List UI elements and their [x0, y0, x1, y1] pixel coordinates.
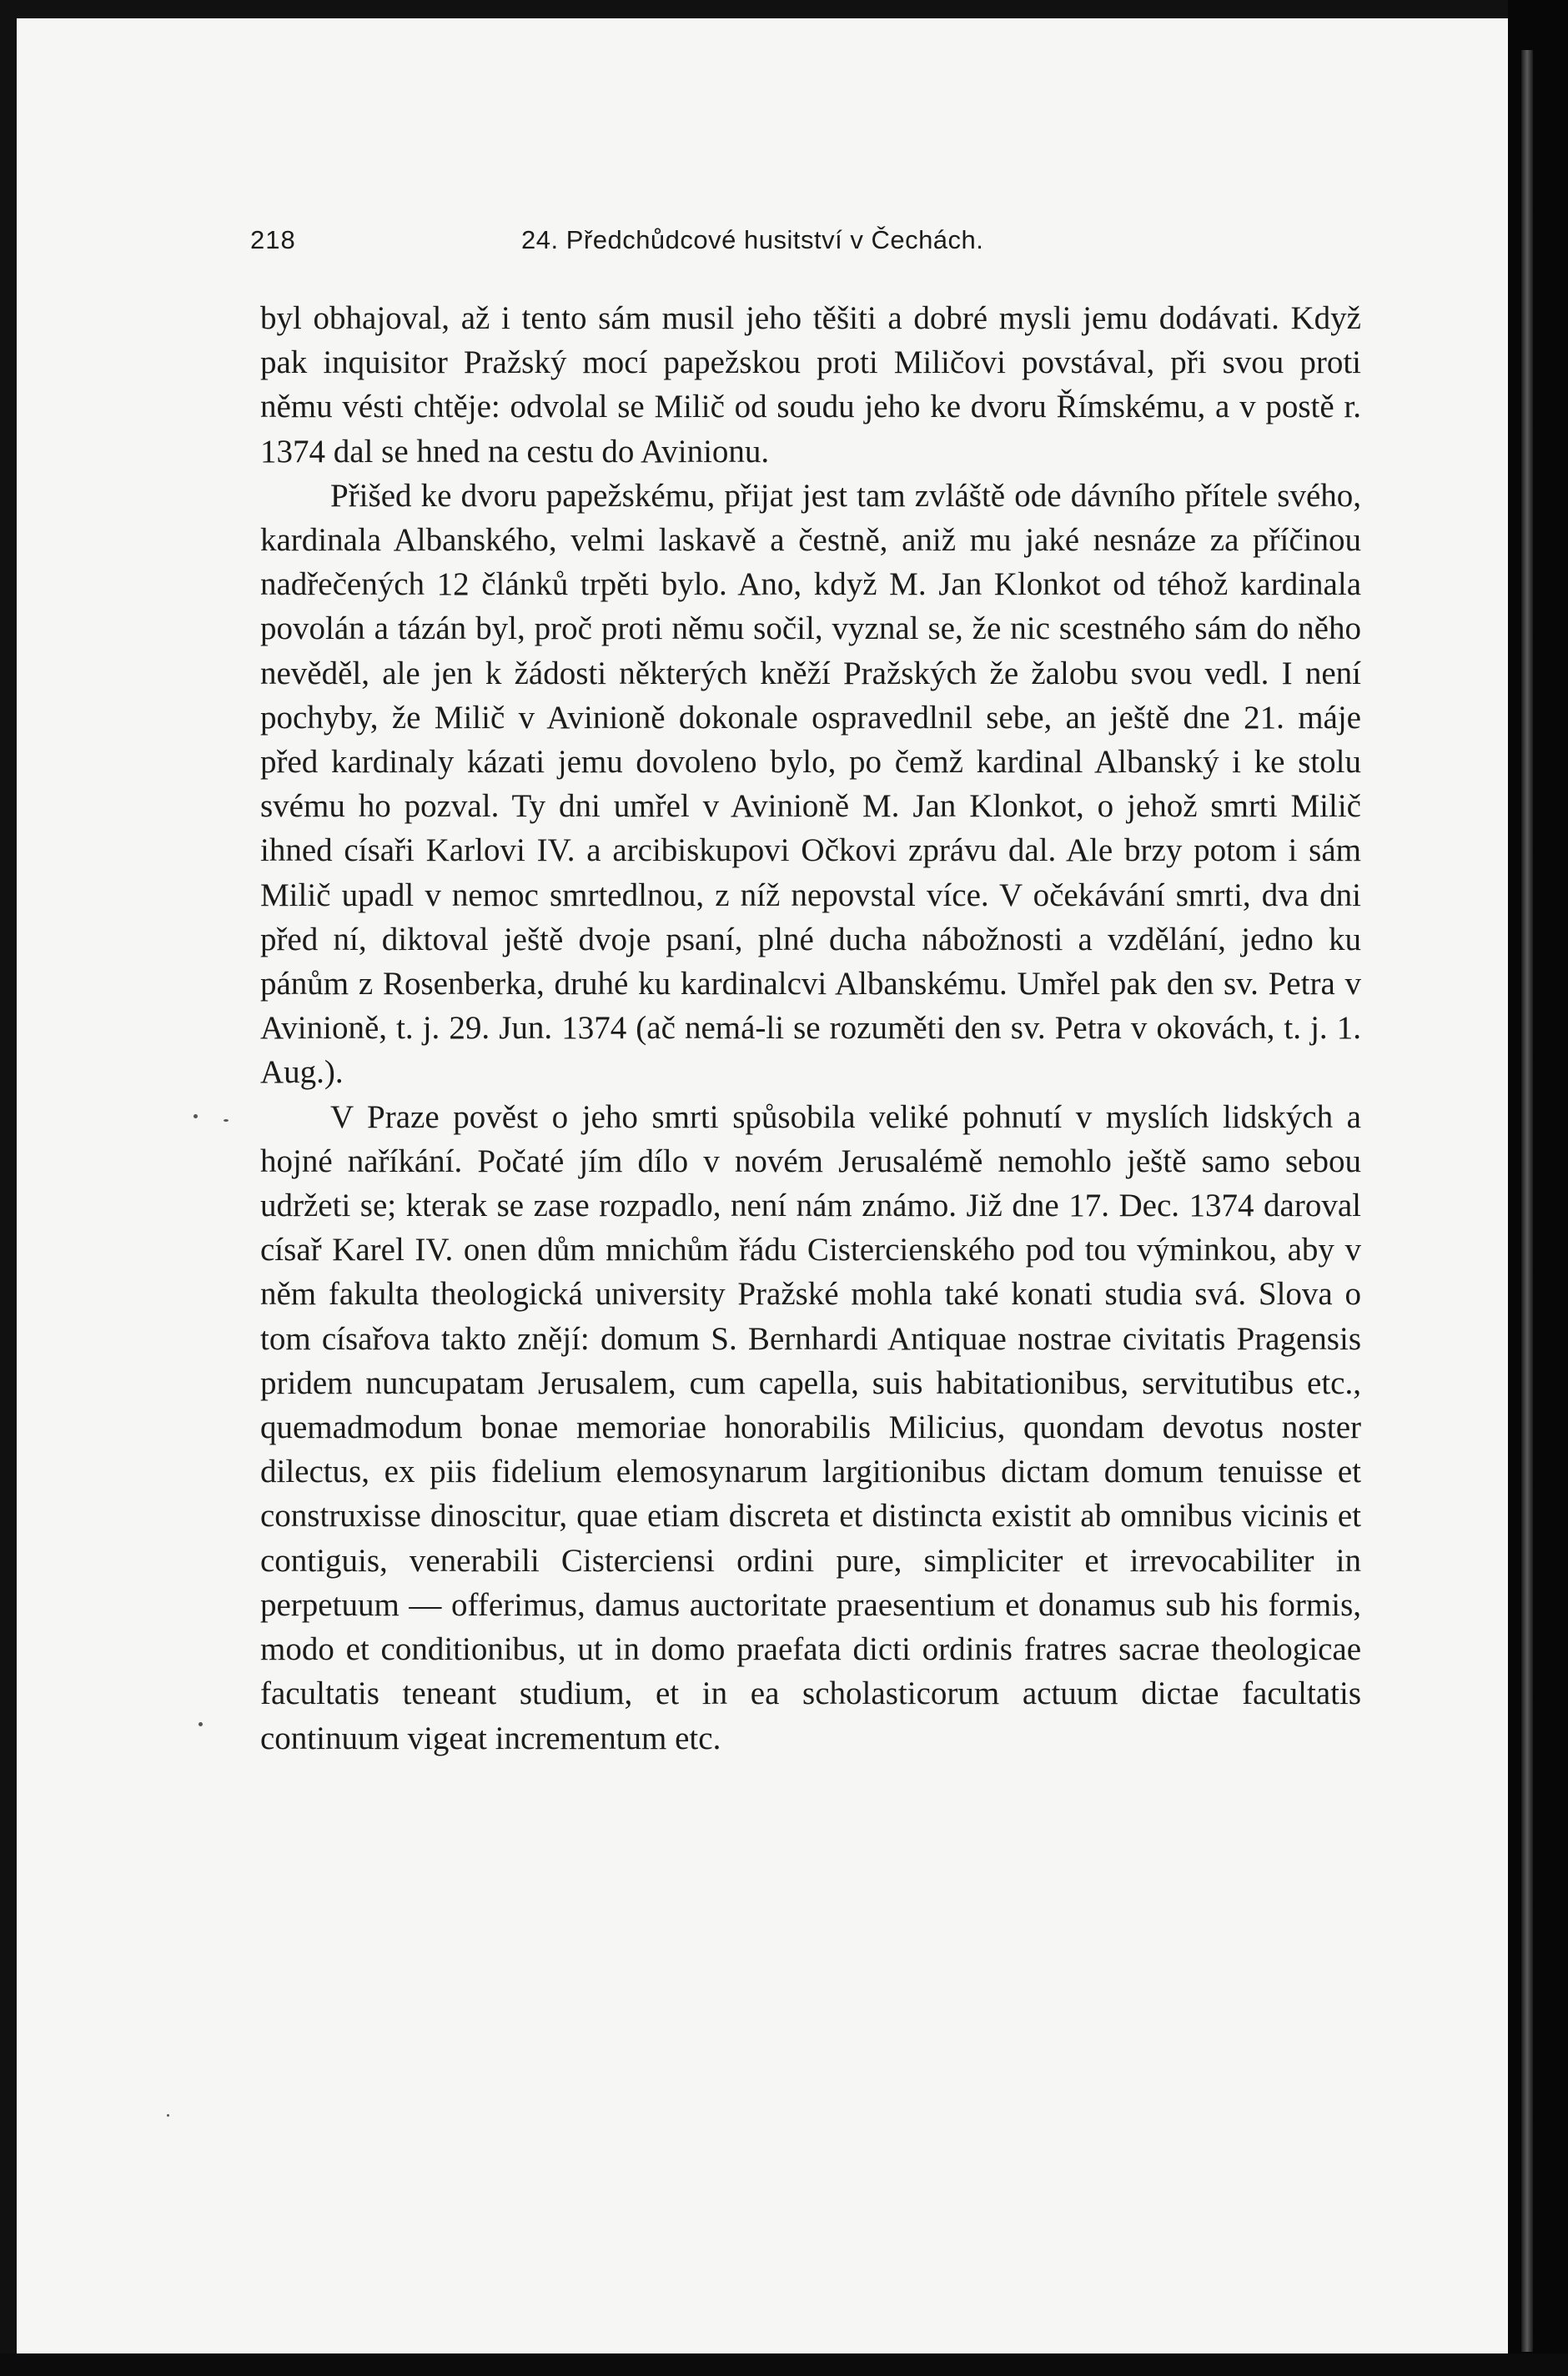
page-binding-highlight: [1521, 50, 1533, 2352]
scan-speck: [199, 1722, 203, 1726]
running-header: [250, 219, 1351, 260]
scan-border-top: [0, 0, 1568, 18]
scan-speck: [224, 1119, 229, 1122]
paragraph-3: V Praze pověst o jeho smrti spůsobila veliké pohnutí v myslích lidských a hojné naříkání. Počaté jím dílo v novém Jerusalémě nemohlo ještě samo sebou udržeti se; kterak se zase rozpadlo, není nám známo. Již dne 17. Dec. 1374 daroval císař Karel IV. onen dům mnichům řádu Cistercienského pod tou výminkou, aby v něm fakulta theologická university Pražské mohla také konati studia svá. Slova o tom císařova takto znějí: domum S. Bernhardi Antiquae nostrae civitatis Pragensis pridem nuncupatam Jerusalem, cum capella, suis habitationibus, servitutibus etc., quemadmodum bonae memoriae honorabilis Milicius, quondam devotus noster dilectus, ex piis fidelium elemosynarum largitionibus dictam domum tenuisse et construxisse dinoscitur, quae etiam discreta et distincta existit ab omnibus vicinis et contiguis, venerabili Cisterciensi ordini pure, simpliciter et irrevocabiliter in perpetuum — offerimus, damus auctoritate praesentium et donamus sub his formis, modo et conditionibus, ut in domo praefata dicti ordinis fratres sacrae theologicae facultatis teneant studium, et in ea scholasticorum actuum dictae facultatis continuum vigeat incrementum etc.: [260, 1098, 1361, 1756]
scan-speck: [193, 1114, 198, 1118]
scan-border-bottom: [0, 2353, 1568, 2376]
body-text: [260, 296, 1361, 1761]
scan-border-left: [0, 0, 17, 2376]
paragraph-1: byl obhajoval, až i tento sám musil jeho těšiti a dobré mysli jemu dodávati. Když pak inquisitor Pražský mocí papežskou proti Miličovi povstával, při svou proti němu vésti chtěje: odvolal se Milič od soudu jeho ke dvoru Římskému, a v postě r. 1374 dal se hned na cestu do Avinionu.: [260, 300, 1361, 470]
page-binding-edge: [1508, 0, 1568, 2376]
page-number: 218: [250, 225, 296, 254]
scan-speck: [167, 2114, 169, 2117]
chapter-title: 24. Předchůdcové husitství v Čechách.: [521, 225, 984, 254]
paragraph-2: Přišed ke dvoru papežskému, přijat jest tam zvláště ode dávního přítele svého, kardinala Albanského, velmi laskavě a čestně, aniž mu jaké nesnáze za příčinou nadřečených 12 článků trpěti bylo. Ano, když M. Jan Klonkot od téhož kardinala povolán a tázán byl, proč proti němu sočil, vyznal se, že nic scestného sám do něho nevěděl, ale jen k žádosti některých kněží Pražských že žalobu svou vedl. I není pochyby, že Milič v Avinioně dokonale ospravedlnil sebe, an ještě dne 21. máje před kardinaly kázati jemu dovoleno bylo, po čemž kardinal Albanský i ke stolu svému ho pozval. Ty dni umřel v Avinioně M. Jan Klonkot, o jehož smrti Milič ihned císaři Karlovi IV. a arcibiskupovi Očkovi zprávu dal. Ale brzy potom i sám Milič upadl v nemoc smrtedlnou, z níž nepovstal více. V očekávání smrti, dva dni před ní, diktoval ještě dvoje psaní, plné ducha nábožnosti a vzdělání, jedno ku pánům z Rosenberka, druhé ku kardinalcvi Albanskému. Umřel pak den sv. Petra v Avinioně, t. j. 29. Jun. 1374 (ač nemá-li se rozuměti den sv. Petra v okovách, t. j. 1. Aug.).: [260, 477, 1361, 1091]
